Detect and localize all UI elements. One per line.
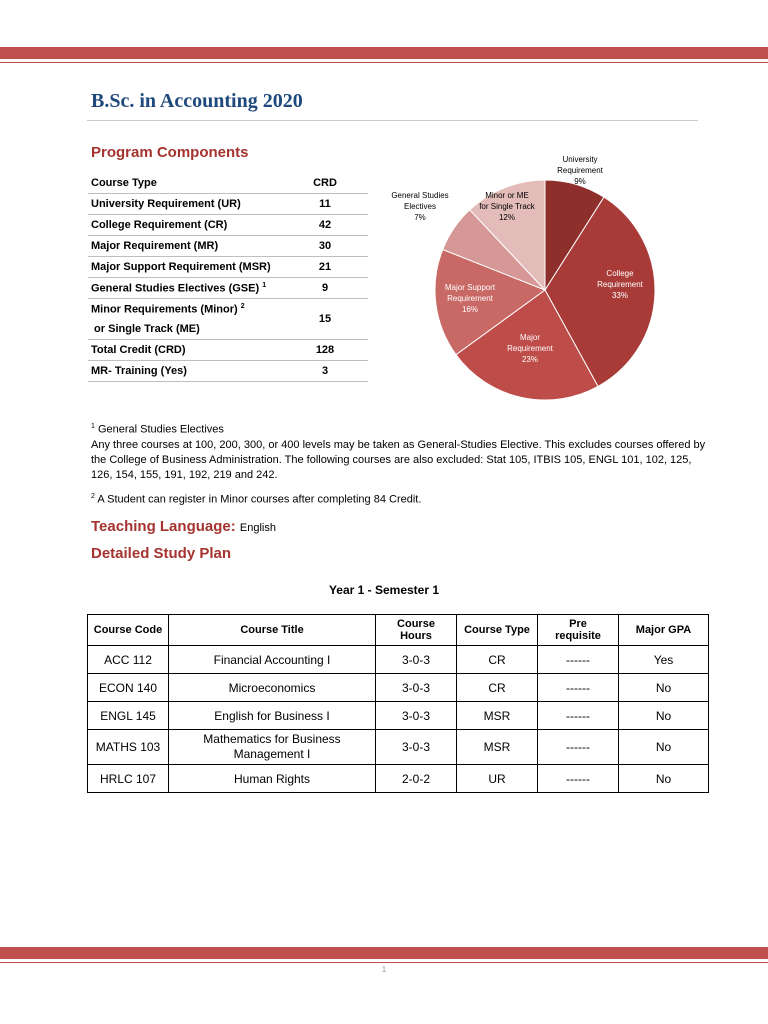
table-row bbox=[88, 340, 368, 361]
row-type: Total Credit (CRD) bbox=[88, 340, 282, 361]
col-course-type: Course Type bbox=[88, 173, 282, 194]
col-course-hours bbox=[376, 615, 457, 646]
header-band-line bbox=[0, 62, 768, 63]
table-header-row bbox=[88, 615, 709, 646]
row-crd: 9 bbox=[282, 278, 368, 299]
footnote-ref: 2 bbox=[240, 302, 245, 310]
semester-heading: Year 1 - Semester 1 bbox=[328, 583, 440, 597]
row-crd: 30 bbox=[282, 236, 368, 257]
cell-type: MSR bbox=[457, 702, 538, 730]
cell-gpa: No bbox=[619, 765, 709, 793]
hours-line-1: Course bbox=[397, 618, 435, 630]
table-row bbox=[88, 236, 368, 257]
study-plan-table bbox=[87, 614, 709, 793]
cell-prereq: ------ bbox=[538, 646, 619, 674]
teaching-label: Teaching Language: bbox=[91, 518, 236, 535]
cell-code: HRLC 107 bbox=[88, 765, 169, 793]
row-crd: 15 bbox=[282, 299, 368, 340]
header-band bbox=[0, 47, 768, 59]
cell-type: UR bbox=[457, 765, 538, 793]
minor-label: Minor Requirements (Minor) bbox=[91, 303, 238, 316]
table-row bbox=[88, 730, 709, 765]
cell-title: Financial Accounting I bbox=[169, 646, 376, 674]
cell-type: MSR bbox=[457, 730, 538, 765]
row-type: Major Requirement (MR) bbox=[88, 236, 282, 257]
footer-band bbox=[0, 947, 768, 959]
footnote-text: A Student can register in Minor courses after completing 84 Credit. bbox=[94, 493, 422, 506]
row-crd: 3 bbox=[282, 361, 368, 382]
program-components-table bbox=[88, 173, 368, 382]
footer-band-line bbox=[0, 962, 768, 963]
table-row bbox=[88, 278, 368, 299]
program-components-heading: Program Components bbox=[91, 144, 249, 161]
table-row bbox=[88, 702, 709, 730]
page-number: 1 bbox=[381, 965, 387, 974]
col-course-code: Course Code bbox=[88, 615, 169, 646]
teaching-value: English bbox=[239, 522, 276, 534]
title-line-2: Management I bbox=[233, 747, 311, 761]
row-type bbox=[88, 299, 282, 320]
row-crd: 42 bbox=[282, 215, 368, 236]
table-row bbox=[88, 215, 368, 236]
row-type bbox=[88, 278, 282, 299]
title-line-1: Mathematics for Business bbox=[203, 732, 341, 746]
cell-gpa: No bbox=[619, 702, 709, 730]
cell-title bbox=[169, 730, 376, 765]
cell-hours: 3-0-3 bbox=[376, 674, 457, 702]
cell-type: CR bbox=[457, 674, 538, 702]
pre-line-1: Pre bbox=[569, 618, 587, 630]
cell-title: English for Business I bbox=[169, 702, 376, 730]
footnote-mark: 2 bbox=[91, 492, 95, 500]
hours-line-2: Hours bbox=[400, 630, 432, 642]
cell-prereq: ------ bbox=[538, 702, 619, 730]
row-crd: 21 bbox=[282, 257, 368, 278]
row-type: University Requirement (UR) bbox=[88, 194, 282, 215]
page-title: B.Sc. in Accounting 2020 bbox=[91, 90, 303, 112]
pie-label: College Requirement 33% bbox=[597, 269, 643, 300]
footnote-2 bbox=[91, 489, 711, 508]
table-row bbox=[88, 299, 368, 320]
footnote-ref: 1 bbox=[262, 281, 267, 289]
row-type: College Requirement (CR) bbox=[88, 215, 282, 236]
col-prerequisite bbox=[538, 615, 619, 646]
pie-label: Major Support Requirement 16% bbox=[444, 283, 496, 314]
cell-hours: 2-0-2 bbox=[376, 765, 457, 793]
col-crd: CRD bbox=[282, 173, 368, 194]
cell-code: ENGL 145 bbox=[88, 702, 169, 730]
study-plan-heading: Detailed Study Plan bbox=[91, 545, 232, 562]
pie-label: Major Requirement 23% bbox=[507, 333, 553, 364]
footnotes bbox=[91, 419, 711, 507]
cell-prereq: ------ bbox=[538, 730, 619, 765]
teaching-language-heading bbox=[91, 518, 276, 535]
col-course-title: Course Title bbox=[169, 615, 376, 646]
col-course-type: Course Type bbox=[457, 615, 538, 646]
table-row bbox=[88, 194, 368, 215]
row-type: MR- Training (Yes) bbox=[88, 361, 282, 382]
cell-code: MATHS 103 bbox=[88, 730, 169, 765]
footnote-mark: 1 bbox=[91, 423, 95, 430]
footnote-title: General Studies Electives bbox=[94, 423, 224, 436]
cell-title: Human Rights bbox=[169, 765, 376, 793]
cell-prereq: ------ bbox=[538, 674, 619, 702]
col-major-gpa: Major GPA bbox=[619, 615, 709, 646]
cell-code: ACC 112 bbox=[88, 646, 169, 674]
title-rule bbox=[87, 120, 698, 121]
pre-line-2: requisite bbox=[555, 630, 601, 642]
cell-gpa: Yes bbox=[619, 646, 709, 674]
cell-hours: 3-0-3 bbox=[376, 730, 457, 765]
cell-code: ECON 140 bbox=[88, 674, 169, 702]
footnote-1-body: Any three courses at 100, 200, 300, or 400 levels may be taken as General-Studies Elective. This excludes courses offered by the College of Business Administration. The following courses are also excluded: Stat 105, ITBIS 105, ENGL 101, 102, 125, 126, 154, 155, 191, 192, 219 and 242. bbox=[91, 438, 706, 481]
table-row bbox=[88, 361, 368, 382]
pie-label: General Studies Electives 7% bbox=[391, 191, 449, 222]
cell-title: Microeconomics bbox=[169, 674, 376, 702]
pie-label: University Requirement 9% bbox=[557, 155, 603, 186]
cell-hours: 3-0-3 bbox=[376, 646, 457, 674]
cell-hours: 3-0-3 bbox=[376, 702, 457, 730]
table-row bbox=[88, 765, 709, 793]
footnote-1-title bbox=[91, 419, 711, 438]
cell-type: CR bbox=[457, 646, 538, 674]
row-type: or Single Track (ME) bbox=[88, 319, 282, 340]
pie-label: Minor or ME for Single Track 12% bbox=[479, 191, 535, 222]
cell-gpa: No bbox=[619, 730, 709, 765]
table-header-row bbox=[88, 173, 368, 194]
row-type-text: General Studies Electives (GSE) bbox=[91, 282, 260, 295]
row-crd: 11 bbox=[282, 194, 368, 215]
table-row bbox=[88, 257, 368, 278]
cell-gpa: No bbox=[619, 674, 709, 702]
table-row bbox=[88, 646, 709, 674]
table-row bbox=[88, 674, 709, 702]
cell-prereq: ------ bbox=[538, 765, 619, 793]
row-type: Major Support Requirement (MSR) bbox=[88, 257, 282, 278]
program-pie-chart bbox=[380, 150, 710, 400]
row-crd: 128 bbox=[282, 340, 368, 361]
